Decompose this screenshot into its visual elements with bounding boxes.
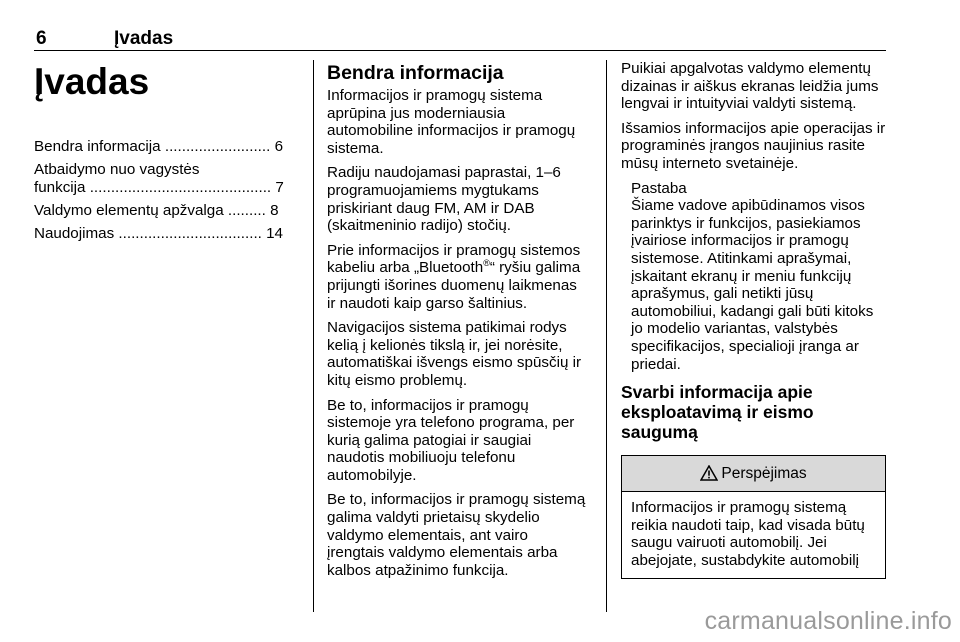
chapter-title: Įvadas: [34, 61, 150, 102]
toc-page: 6: [274, 138, 284, 155]
note-title: Pastaba: [631, 179, 687, 197]
toc-item[interactable]: [34, 225, 298, 243]
watermark: carmanualsonline.info: [704, 607, 952, 635]
column-left: [34, 60, 298, 248]
toc-page: 7: [275, 179, 284, 196]
section-heading: Bendra informacija: [327, 62, 504, 84]
paragraph: Be to, informacijos ir pramogų sistemą galima valdyti prietaisų skydelio valdymo elementais, ant vairo įrengtais valdymo elementais arba kalbos atpažinimo funkcija.: [327, 491, 586, 579]
toc-item[interactable]: [34, 202, 298, 220]
table-of-contents: [34, 138, 298, 243]
warning-box: [621, 455, 886, 579]
toc-label: Atbaidymo nuo vagystės funkcija ...........................................: [34, 161, 276, 196]
page-header: [34, 28, 886, 51]
toc-item[interactable]: [34, 138, 298, 156]
warning-header: [622, 456, 885, 492]
toc-page: 14: [266, 225, 284, 242]
toc-label: Valdymo elementų apžvalga .........: [34, 202, 271, 219]
warning-text: Informacijos ir pramogų sistemą reikia naudoti taip, kad visada būtų saugu vairuoti automobilį. Jei abejojate, sustabdykite automobilį: [631, 499, 865, 569]
paragraph: Navigacijos sistema patikimai rodys kelią į kelionės tikslą ir, jei norėsite, automatiškai išvengs eismo spūsčių ir kitų eismo problemų.: [327, 319, 582, 389]
text-fragment: Prie informacijos ir pramogų sistemos kabeliu arba „Bluetooth: [327, 241, 581, 277]
warning-triangle-icon: [700, 459, 718, 494]
column-divider-left: [313, 60, 314, 612]
paragraph: Be to, informacijos ir pramogų sistemoje yra telefono programa, per kurią galima patogiai ir saugiai naudotis mobiliuoju telefonu automobilyje.: [327, 396, 575, 484]
toc-item[interactable]: [34, 161, 298, 197]
toc-label: Bendra informacija .........................: [34, 138, 275, 155]
toc-label: Naudojimas ..................................: [34, 225, 267, 242]
page-number: 6: [36, 28, 47, 49]
paragraph-bluetooth: [327, 242, 589, 312]
note-text: Šiame vadove apibūdinamos visos parinktys ir funkcijos, pasiekiamos įvairiose informacijos ir pramogų sistemose. Atitinkami aprašymai, įskaitant ekranų ir meniu funkcijų aprašymus, gali netikti jūsų automobiliui, kadangi gali būti kitoks jo modelio variantas, valstybės specifikacijos, specialioji įranga ar priedai.: [631, 197, 874, 373]
column-right: [621, 60, 886, 579]
paragraph: Informacijos ir pramogų sistema aprūpina jus moderniausia automobiline informacijos ir pramogų sistema.: [327, 87, 576, 157]
paragraph: Puikiai apgalvotas valdymo elementų dizainas ir aiškus ekranas leidžia jums lengvai ir intuityviai valdyti sistemą.: [621, 60, 879, 113]
subheading: Svarbi informacija apie eksploatavimą ir eismo saugumą: [621, 382, 814, 443]
column-divider-right: [606, 60, 607, 612]
column-middle: [327, 60, 589, 586]
toc-page: 8: [270, 202, 279, 219]
warning-title: Perspėjimas: [721, 465, 807, 483]
note-block: [621, 180, 886, 374]
paragraph: Išsamios informacijos apie operacijas ir programinės įrangos naujinius rasite mūsų interneto svetainėje.: [621, 119, 886, 172]
text-fragment: “ ryšiu galima prijungti išorines duomenų laikmenas ir naudoti kaip garso šaltinius.: [327, 259, 581, 312]
paragraph: Radiju naudojamasi paprastai, 1–6 programuojamiems mygtukams priskiriant daug FM, AM ir DAB (skaitmeninio radijo) stočių.: [327, 164, 561, 235]
header-title: Įvadas: [114, 28, 174, 49]
registered-mark: ®: [483, 258, 490, 269]
